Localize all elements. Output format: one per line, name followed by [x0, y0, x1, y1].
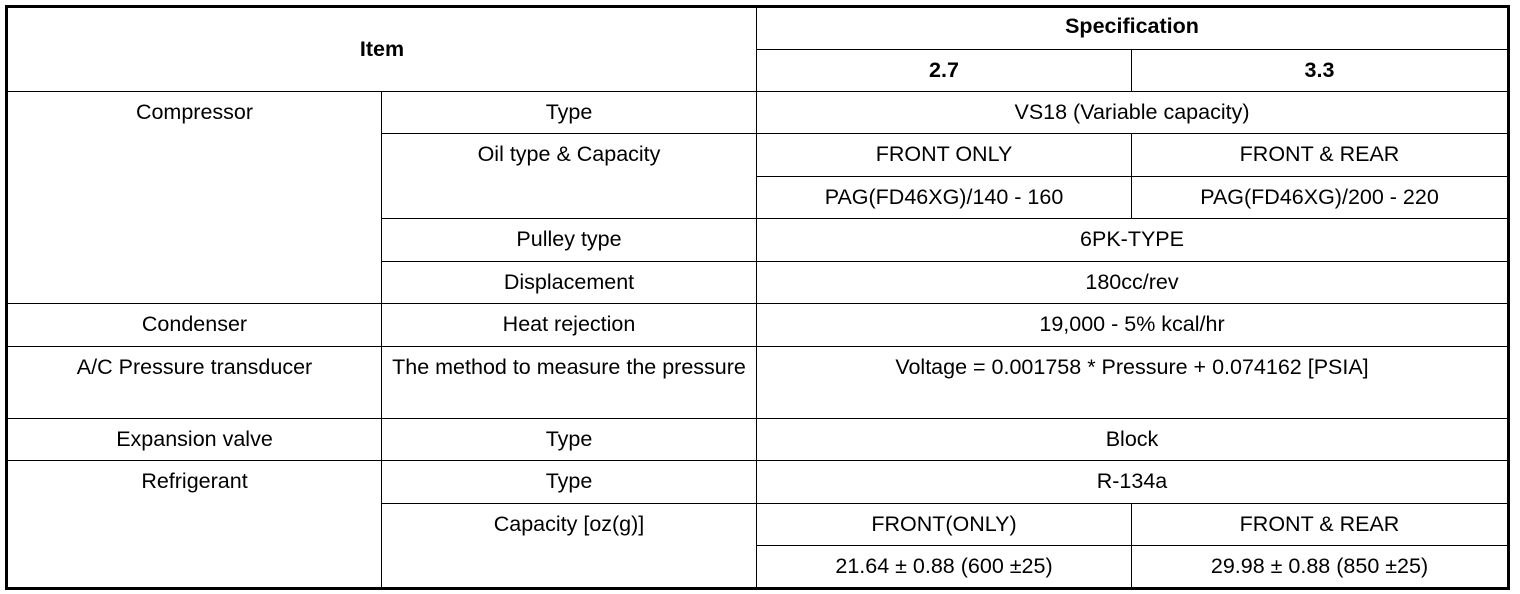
condenser-heat-label: Heat rejection	[382, 304, 757, 347]
compressor-pulley-value: 6PK-TYPE	[757, 219, 1509, 262]
refrigerant-capacity-2-7: 21.64 ± 0.88 (600 ±25)	[757, 546, 1132, 589]
compressor-pulley-label: Pulley type	[382, 219, 757, 262]
compressor-type-value: VS18 (Variable capacity)	[757, 92, 1509, 134]
refrigerant-type-value: R-134a	[757, 461, 1509, 504]
compressor-oil-capacity-3-3: PAG(FD46XG)/200 - 220	[1132, 177, 1509, 219]
transducer-method-label: The method to measure the pressure	[382, 347, 757, 419]
compressor-oil-capacity-2-7: PAG(FD46XG)/140 - 160	[757, 177, 1132, 219]
condenser-label: Condenser	[7, 304, 382, 347]
header-variant-3-3: 3.3	[1132, 50, 1509, 92]
refrigerant-label: Refrigerant	[7, 461, 382, 589]
compressor-oil-label: Oil type & Capacity	[382, 134, 757, 219]
header-variant-2-7: 2.7	[757, 50, 1132, 92]
transducer-method-value: Voltage = 0.001758 * Pressure + 0.074162 [PSIA]	[757, 347, 1509, 419]
compressor-oil-front-only: FRONT ONLY	[757, 134, 1132, 177]
refrigerant-type-label: Type	[382, 461, 757, 504]
header-specification: Specification	[757, 7, 1509, 50]
header-item: Item	[7, 7, 757, 92]
compressor-displacement-label: Displacement	[382, 262, 757, 304]
expansion-valve-label: Expansion valve	[7, 419, 382, 461]
compressor-displacement-value: 180cc/rev	[757, 262, 1509, 304]
expansion-type-value: Block	[757, 419, 1509, 461]
compressor-type-label: Type	[382, 92, 757, 134]
compressor-label: Compressor	[7, 92, 382, 304]
refrigerant-capacity-label: Capacity [oz(g)]	[382, 504, 757, 589]
condenser-heat-value: 19,000 - 5% kcal/hr	[757, 304, 1509, 347]
compressor-oil-front-rear: FRONT & REAR	[1132, 134, 1509, 177]
transducer-label: A/C Pressure transducer	[7, 347, 382, 419]
refrigerant-capacity-front-rear: FRONT & REAR	[1132, 504, 1509, 546]
specification-table	[5, 5, 1510, 590]
expansion-type-label: Type	[382, 419, 757, 461]
refrigerant-capacity-3-3: 29.98 ± 0.88 (850 ±25)	[1132, 546, 1509, 589]
refrigerant-capacity-front-only: FRONT(ONLY)	[757, 504, 1132, 546]
